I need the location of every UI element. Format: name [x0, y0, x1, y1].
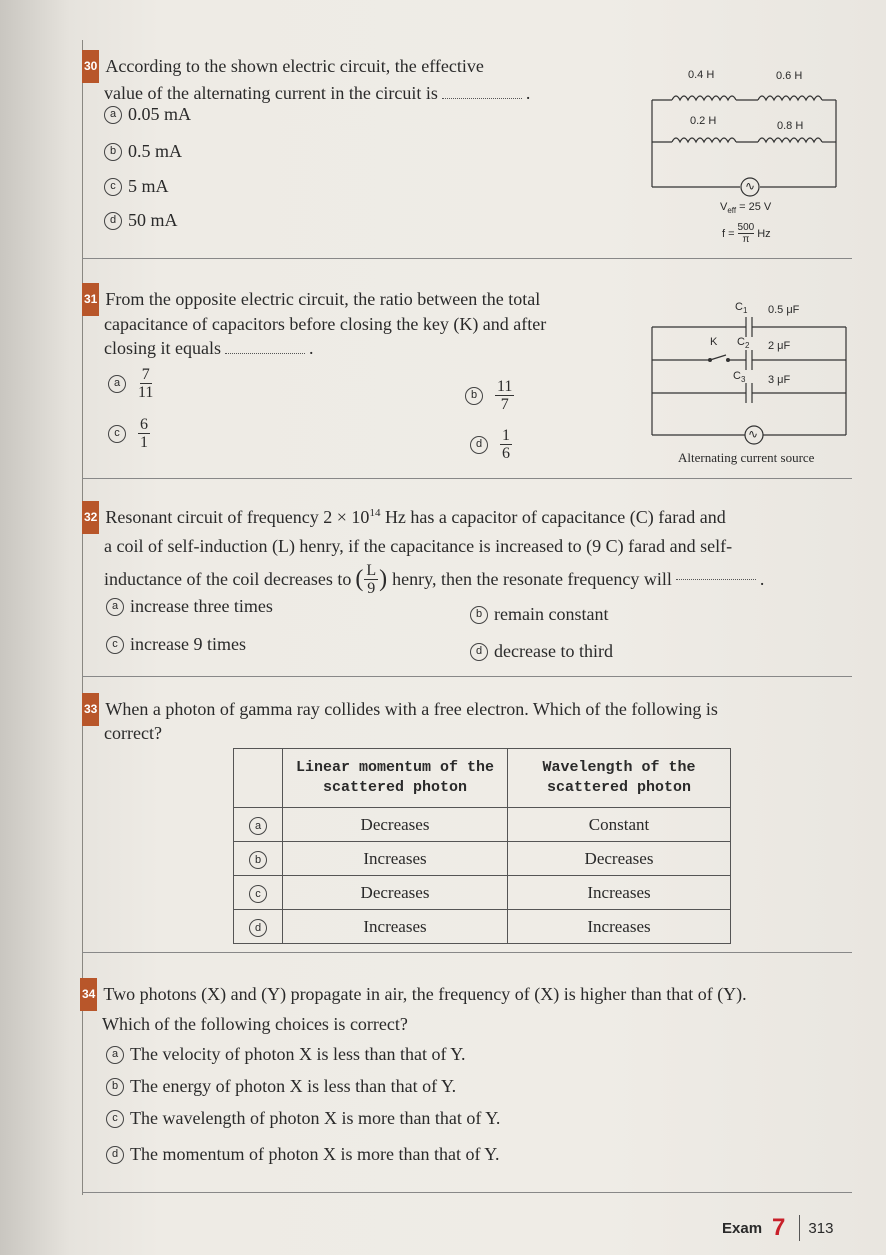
frequency-label: f = $\frac{500}{\pi}$ Hz — [722, 222, 771, 245]
capacitance-value: 2 μF — [768, 340, 791, 352]
answer-blank — [225, 353, 305, 354]
option-d[interactable]: d The momentum of photon X is more than that of Y. — [106, 1144, 499, 1165]
question-text: inductance of the coil decreases to — [104, 569, 352, 589]
question-text: a coil of self-induction (L) henry, if the capacitance is increased to (9 C) farad and self- — [104, 536, 733, 556]
table-row[interactable]: b Increases Decreases — [234, 842, 731, 876]
capacitor-circuit-diagram — [650, 315, 850, 445]
option-b[interactable]: b The energy of photon X is less than that of Y. — [106, 1076, 456, 1097]
answer-blank — [676, 579, 756, 580]
diagram-caption: Alternating current source — [678, 450, 815, 465]
divider — [82, 676, 852, 677]
question-text: correct? — [104, 723, 162, 743]
option-a[interactable]: a 0.05 mA — [104, 104, 191, 125]
answer-table — [233, 748, 731, 944]
ac-source-icon: ∿ — [745, 179, 756, 193]
question-text: closing it equals — [104, 338, 221, 358]
answer-blank — [442, 98, 522, 99]
capacitor-label: $C_2$ — [737, 336, 750, 351]
table-header: Linear momentum of the scattered photon — [283, 749, 508, 808]
inductance-label: 0.8 H — [777, 120, 804, 132]
page-footer — [722, 1214, 833, 1242]
capacitance-value: 3 μF — [768, 374, 791, 386]
option-c[interactable]: c 5 mA — [104, 176, 169, 197]
voltage-label: $V_{eff} = 25$ V — [720, 201, 772, 216]
inductance-label: 0.2 H — [690, 115, 717, 127]
exam-number: 7 — [772, 1214, 786, 1241]
divider — [82, 258, 852, 259]
inductance-label: 0.6 H — [776, 70, 803, 82]
exam-label: Exam — [722, 1219, 763, 1237]
divider — [82, 1192, 852, 1193]
ac-source-icon: ∿ — [748, 427, 759, 441]
option-b[interactable]: b remain constant — [470, 604, 608, 625]
table-header: Wavelength of the scattered photon — [508, 749, 731, 808]
inductance-label: 0.4 H — [688, 69, 715, 81]
margin-line — [82, 40, 83, 1195]
table-row[interactable]: c Decreases Increases — [234, 876, 731, 910]
key-label: K — [710, 336, 718, 348]
question-text: According to the shown electric circuit, the effective — [105, 56, 484, 76]
question-text: value of the alternating current in the circuit is — [104, 83, 438, 103]
question-text: Which of the following choices is correct? — [102, 1014, 408, 1034]
divider — [82, 478, 852, 479]
question-number: 33 — [82, 693, 99, 726]
question-text: Resonant circuit of frequency 2 × 10 — [105, 507, 370, 527]
capacitance-value: 0.5 μF — [768, 304, 800, 316]
question-number: 34 — [80, 978, 97, 1011]
capacitor-label: $C_3$ — [733, 370, 746, 385]
option-a[interactable]: a The velocity of photon X is less than that of Y. — [106, 1044, 465, 1065]
question-number: 31 — [82, 283, 99, 316]
option-d[interactable]: d 50 mA — [104, 210, 178, 231]
option-a[interactable]: a $\frac{7}{11}$ — [108, 366, 153, 401]
table-row[interactable]: a Decreases Constant — [234, 808, 731, 842]
option-d[interactable]: d $\frac{1}{6}$ — [470, 427, 512, 462]
table-row[interactable]: d Increases Increases — [234, 910, 731, 944]
option-c[interactable]: c increase 9 times — [106, 634, 246, 655]
question-number: 30 — [82, 50, 99, 83]
capacitor-label: $C_1$ — [735, 301, 748, 316]
option-c[interactable]: c $\frac{6}{1}$ — [108, 416, 150, 451]
option-b[interactable]: b 0.5 mA — [104, 141, 182, 162]
option-b[interactable]: b $\frac{11}{7}$ — [465, 378, 514, 413]
question-text: Two photons (X) and (Y) propagate in air, the frequency of (X) is higher than that of (Y). — [103, 984, 747, 1004]
question-text: capacitance of capacitors before closing the key (K) and after — [104, 314, 547, 334]
question-text: When a photon of gamma ray collides with a free electron. Which of the following is — [105, 699, 718, 719]
question-number: 32 — [82, 501, 99, 534]
option-a[interactable]: a increase three times — [106, 596, 273, 617]
divider — [82, 952, 852, 953]
option-d[interactable]: d decrease to third — [470, 641, 613, 662]
option-c[interactable]: c The wavelength of photon X is more than that of Y. — [106, 1108, 500, 1129]
textbook-page: 30 According to the shown electric circuit, the effective value of the alternating current in the circuit is . a 0.05 mA b 0.5 mA c 5 mA d 50 mA 0.4 H 0.6 H 0.2 H 0.8 H ∿ $V_{eff} = 25$ V f = $\frac{500}{\pi}$ Hz 31 From the opposite electric circuit, the ratio between the total capacitance of capacitors before closing the key (K) and after closing it equals . a $\frac{7}{11}$ b $\frac{11}{7}$ c $\frac{6}{1}$ d $\frac{1}{6}$ $C_1$ 0.5 μF K $C_2$ 2 μF $C_3$ 3 μF ∿ Alternating current source 32 Resonant circuit of frequency $2 \times 10^{14}$ Hz has a capacitor of capacitance (C) farad and a coil of self-induction (L) henry, if the capacitance is increased to (9 C) farad and self- inductance of the coil decreases to ( $\frac{L}{9}$ ) henry, then the resonate frequency will . a increase three times b remain constant c increase 9 times d decrease to third 33 When a photon of gamma ray collides with a free electron. Which of the following is correct? Linear momentum of the scattered photon Wavelength of the scattered photon a Decreases Constant b Increases Decreases c Decreases Increases d Increases Increases 34 Two photons (X) and (Y) propagate in air, the frequency of (X) is higher than that of (Y). Which of the following choices is correct? a The velocity of photon X is less than that of Y. b The energy of photon X is less than that of Y. c The wavelength of photon X is more than that of Y. d The momentum of photon X is more than that of Y. Exam 7 313 — [0, 0, 886, 1255]
question-text: From the opposite electric circuit, the ratio between the total — [105, 289, 541, 309]
page-number: 313 — [808, 1219, 834, 1237]
